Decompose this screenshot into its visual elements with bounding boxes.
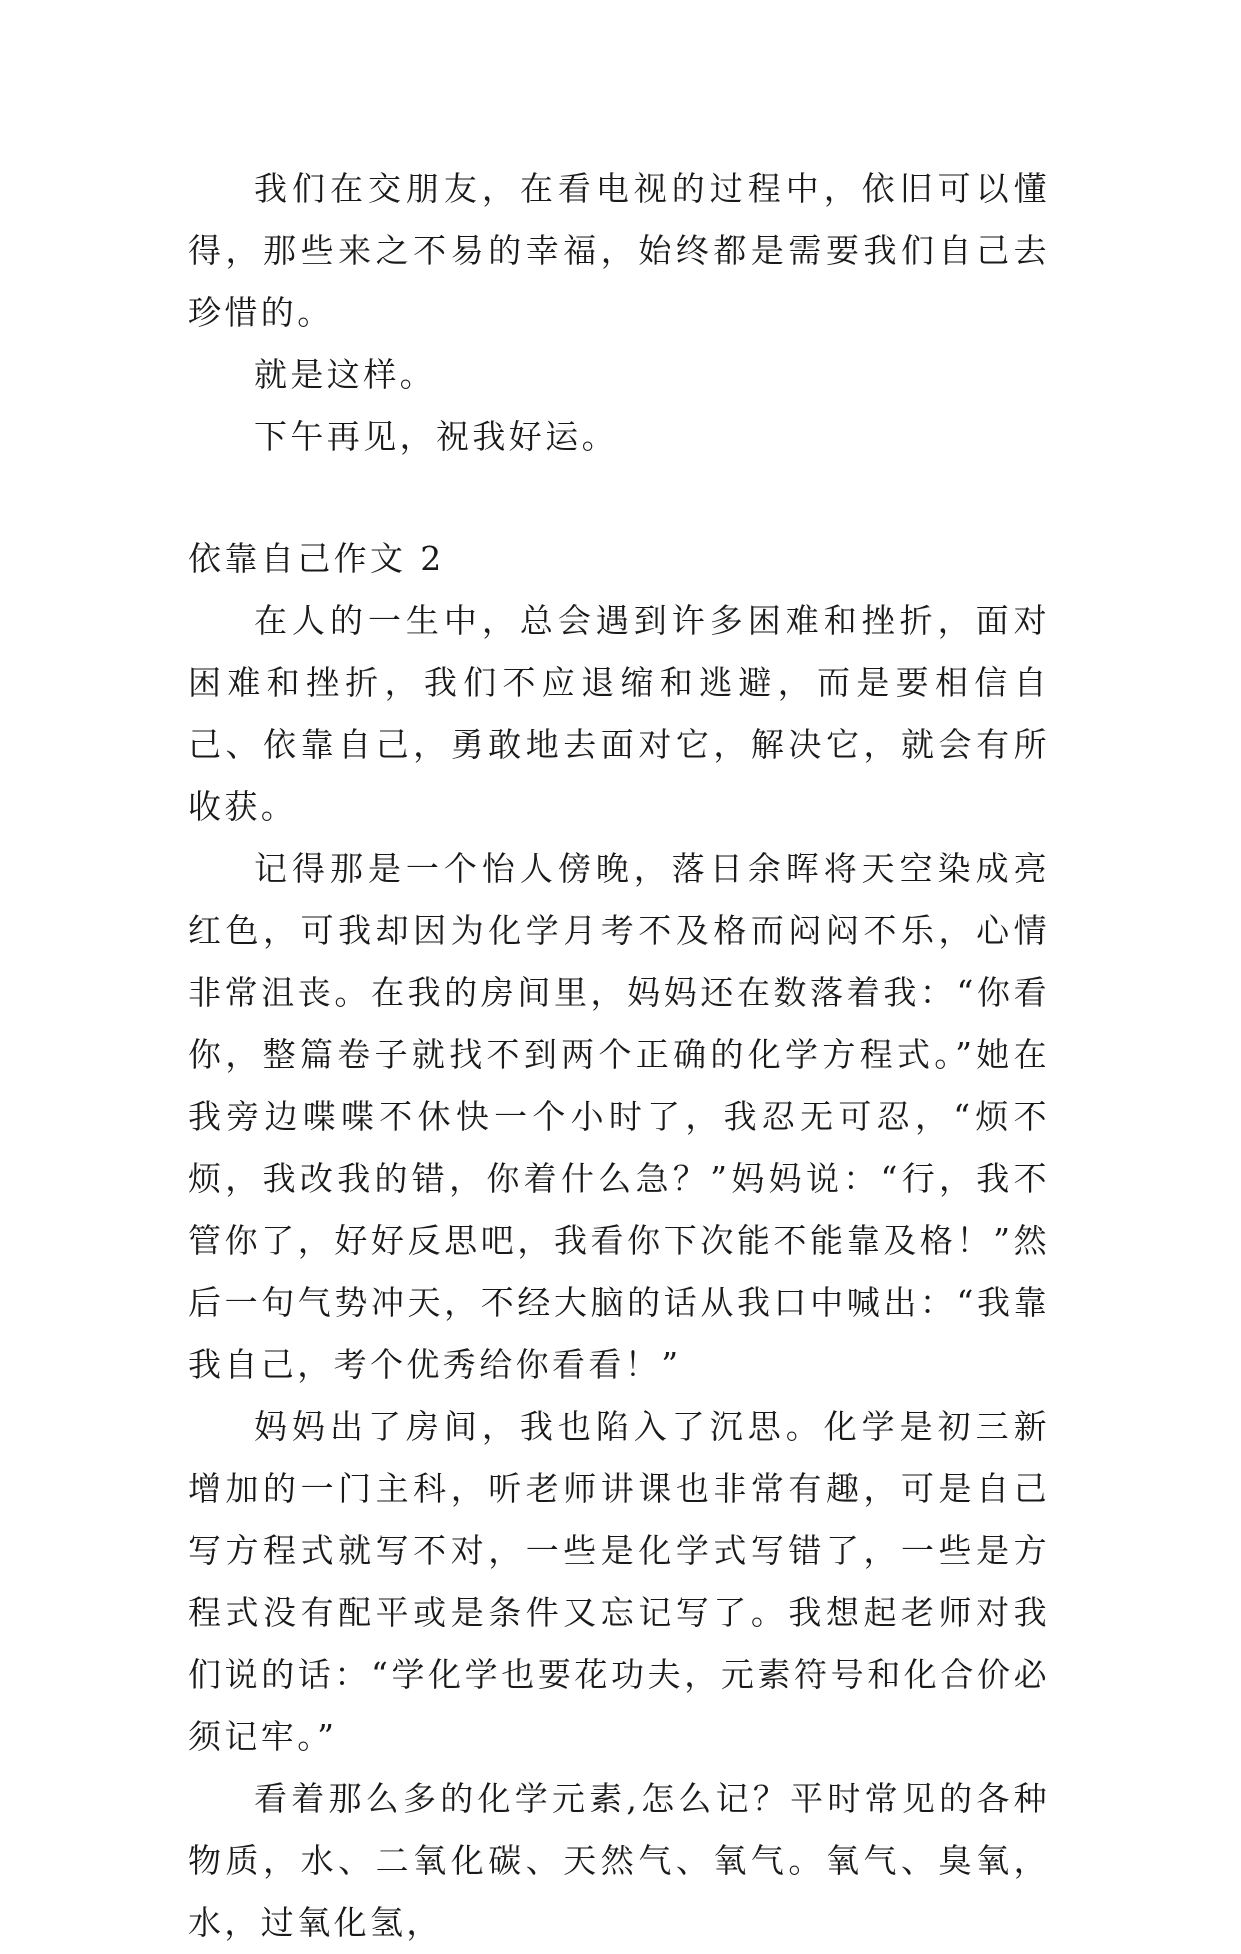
paragraph: 我们在交朋友，在看电视的过程中，依旧可以懂得，那些来之不易的幸福，始终都是需要我们自己去珍惜的。 xyxy=(188,169,1050,332)
paragraph: 就是这样。 xyxy=(254,355,436,394)
paragraph: 下午再见，祝我好运。 xyxy=(254,417,618,456)
paragraph: 看着那么多的化学元素,怎么记？平时常见的各种物质，水、二氧化碳、天然气、氧气。氧气、臭氧，水，过氧化氢， xyxy=(188,1779,1050,1942)
paragraph: 妈妈出了房间，我也陷入了沉思。化学是初三新增加的一门主科，听老师讲课也非常有趣，可是自己写方程式就写不对，一些是化学式写错了，一些是方程式没有配平或是条件又忘记写了。我想起老师对我们说的话：“学化学也要花功夫，元素符号和化合价必须记牢。” xyxy=(188,1407,1050,1756)
section-title: 依靠自己作文 2 xyxy=(188,539,445,578)
paragraph: 在人的一生中，总会遇到许多困难和挫折，面对困难和挫折，我们不应退缩和逃避，而是要相信自己、依靠自己，勇敢地去面对它，解决它，就会有所收获。 xyxy=(188,601,1050,826)
paragraph: 记得那是一个怡人傍晚，落日余晖将天空染成亮红色，可我却因为化学月考不及格而闷闷不乐，心情非常沮丧。在我的房间里，妈妈还在数落着我：“你看你，整篇卷子就找不到两个正确的化学方程式。”她在我旁边喋喋不休快一个小时了，我忍无可忍，“烦不烦，我改我的错，你着什么急？”妈妈说：“行，我不管你了，好好反思吧，我看你下次能不能靠及格！”然后一句气势冲天，不经大脑的话从我口中喊出：“我靠我自己，考个优秀给你看看！” xyxy=(188,849,1050,1384)
document-body xyxy=(188,158,1050,1954)
